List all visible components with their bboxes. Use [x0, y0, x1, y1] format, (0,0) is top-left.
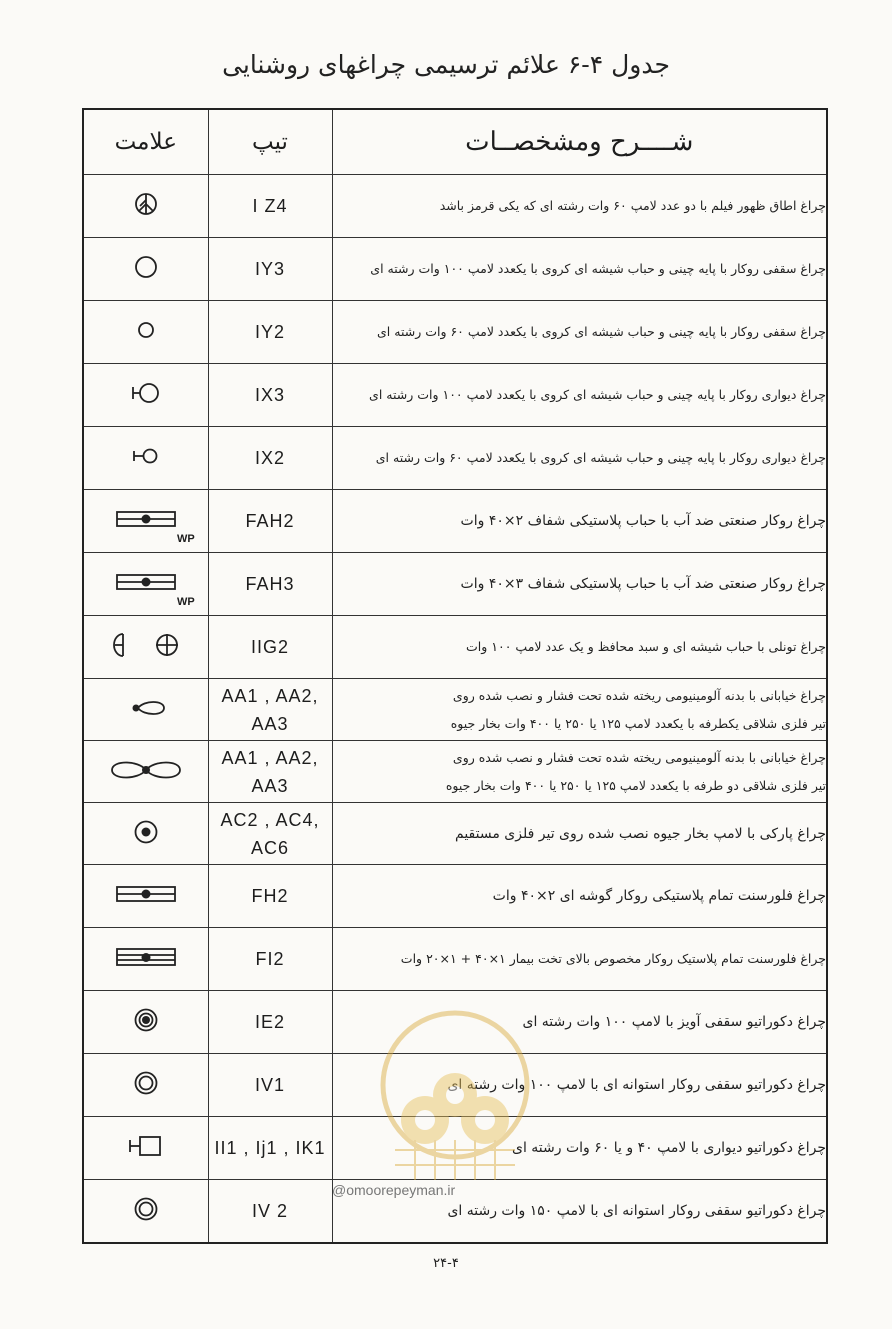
- type-code: AA1 , AA2,: [221, 685, 319, 706]
- type-code: IE2: [254, 1012, 286, 1033]
- description-text: چراغ خیابانی با بدنه آلومینیومی ریخته شده تحت فشار و نصب شده روی: [452, 749, 826, 765]
- table-row: [83, 803, 827, 865]
- description-cell: [332, 364, 827, 427]
- type-code: I Z4: [252, 196, 288, 217]
- description-text: تیر فلزی شلاقی یکطرفه با یکعدد لامپ ۱۲۵ یا ۲۵۰ یا ۴۰۰ وات بخار جیوه: [450, 715, 826, 731]
- wall-circle-small-icon: [131, 445, 161, 467]
- circle-slashed-icon: [133, 191, 159, 217]
- table-row: [83, 238, 827, 301]
- type-cell: [208, 301, 332, 364]
- symbol-cell: [83, 238, 208, 301]
- header-type: تیپ: [208, 109, 332, 175]
- type-cell: [208, 991, 332, 1054]
- type-code: IV 2: [251, 1201, 289, 1222]
- watermark-text: @omoorepeyman.ir: [332, 1182, 456, 1198]
- description-text: چراغ سقفی روکار با پایه چینی و حباب شیشه ای کروی با یکعدد لامپ ۶۰ وات رشته ای: [377, 324, 826, 340]
- description-text: چراغ دیواری روکار با پایه چینی و حباب شیشه ای کروی با یکعدد لامپ ۶۰ وات رشته ای: [375, 450, 826, 466]
- table-row: [83, 741, 827, 803]
- type-cell: [208, 803, 332, 865]
- symbol-cell: [83, 865, 208, 928]
- tunnel-icon: [111, 631, 181, 659]
- symbol-cell: [83, 490, 208, 553]
- table-row: [83, 553, 827, 616]
- description-cell: [332, 741, 827, 803]
- waterproof-label: WP: [177, 533, 195, 546]
- description-text: چراغ خیابانی با بدنه آلومینیومی ریخته شده تحت فشار و نصب شده روی: [452, 687, 826, 703]
- type-cell: [208, 1180, 332, 1243]
- type-cell: [208, 928, 332, 991]
- description-text: چراغ دکوراتیو دیواری با لامپ ۴۰ و یا ۶۰ وات رشته ای: [512, 1140, 826, 1157]
- type-code: IX3: [254, 385, 286, 406]
- description-cell: [332, 928, 827, 991]
- type-code: AA3: [251, 713, 289, 734]
- watermark-logo: [355, 1000, 555, 1190]
- description-text: چراغ تونلی با حباب شیشه ای و سبد محافظ و یک عدد لامپ ۱۰۰ وات: [466, 639, 826, 655]
- street-double-icon: [108, 757, 184, 783]
- type-code: IIG2: [250, 637, 289, 658]
- description-text: چراغ پارکی با لامپ بخار جیوه نصب شده روی تیر فلزی مستقیم: [455, 825, 826, 842]
- description-text: چراغ روکار صنعتی ضد آب با حباب پلاستیکی شفاف ۲×۴۰ وات: [460, 513, 826, 530]
- table-row: [83, 175, 827, 238]
- fluor-double-icon: [115, 946, 177, 968]
- description-text: چراغ اطاق ظهور فیلم با دو عدد لامپ ۶۰ وات رشته ای که یکی قرمز باشد: [439, 198, 826, 214]
- deco-ring-icon: [132, 1069, 160, 1097]
- description-text: چراغ دکوراتیو سقفی آویز با لامپ ۱۰۰ وات رشته ای: [522, 1014, 826, 1031]
- type-code: AC6: [250, 837, 289, 858]
- deco-ring-icon: [132, 1195, 160, 1223]
- type-code: FAH2: [245, 511, 295, 532]
- page-title: جدول ۴-۶ علائم ترسیمی چراغهای روشنایی: [222, 50, 670, 79]
- description-text: چراغ فلورسنت تمام پلاستیکی روکار گوشه ای ۲×۴۰ وات: [492, 888, 826, 905]
- type-code: AA3: [251, 775, 289, 796]
- header-symbol: علامت: [83, 109, 208, 175]
- symbol-cell: [83, 616, 208, 679]
- symbol-cell: [83, 1117, 208, 1180]
- symbol-cell: [83, 803, 208, 865]
- type-code: AA1 , AA2,: [221, 747, 319, 768]
- description-cell: [332, 490, 827, 553]
- description-cell: [332, 865, 827, 928]
- type-cell: [208, 865, 332, 928]
- type-cell: [208, 238, 332, 301]
- wall-circle-large-icon: [130, 380, 162, 406]
- symbol-cell: [83, 991, 208, 1054]
- table-header-row: [83, 109, 827, 175]
- type-cell: [208, 1054, 332, 1117]
- type-code: FAH3: [245, 574, 295, 595]
- street-single-icon: [124, 697, 168, 719]
- symbol-cell: [83, 741, 208, 803]
- table-row: [83, 364, 827, 427]
- description-cell: [332, 679, 827, 741]
- symbol-cell: [83, 679, 208, 741]
- symbol-cell: [83, 301, 208, 364]
- description-cell: [332, 175, 827, 238]
- type-cell: [208, 679, 332, 741]
- description-text: چراغ سقفی روکار با پایه چینی و حباب شیشه ای کروی با یکعدد لامپ ۱۰۰ وات رشته ای: [370, 261, 826, 277]
- table-row: [83, 679, 827, 741]
- symbol-cell: [83, 175, 208, 238]
- type-cell: [208, 175, 332, 238]
- type-code: FH2: [251, 886, 289, 907]
- description-text: چراغ دکوراتیو سقفی روکار استوانه ای با لامپ ۱۵۰ وات رشته ای: [447, 1203, 826, 1220]
- symbol-cell: [83, 553, 208, 616]
- type-cell: [208, 1117, 332, 1180]
- header-description: شــــرح ومشخصــات: [332, 109, 827, 175]
- park-icon: [132, 818, 160, 846]
- description-cell: [332, 616, 827, 679]
- table-row: [83, 301, 827, 364]
- description-cell: [332, 301, 827, 364]
- description-cell: [332, 427, 827, 490]
- description-text: چراغ روکار صنعتی ضد آب با حباب پلاستیکی شفاف ۳×۴۰ وات: [460, 576, 826, 593]
- symbol-cell: [83, 364, 208, 427]
- type-cell: [208, 616, 332, 679]
- table-row: [83, 616, 827, 679]
- type-code: IY3: [254, 259, 286, 280]
- type-code: IV1: [254, 1075, 286, 1096]
- description-text: تیر فلزی شلاقی دو طرفه با یکعدد لامپ ۱۲۵ یا ۲۵۰ یا ۴۰۰ وات بخار جیوه: [445, 777, 826, 793]
- symbol-cell: [83, 1180, 208, 1243]
- wall-square-icon: [126, 1133, 166, 1159]
- description-text: چراغ دکوراتیو سقفی روکار استوانه ای با لامپ ۱۰۰ وات رشته ای: [447, 1077, 826, 1094]
- type-cell: [208, 490, 332, 553]
- type-cell: [208, 553, 332, 616]
- description-cell: [332, 803, 827, 865]
- type-code: IX2: [254, 448, 286, 469]
- fluor-wp-icon: [115, 509, 195, 546]
- type-code: IY2: [254, 322, 286, 343]
- type-code: AC2 , AC4,: [220, 809, 320, 830]
- table-row: [83, 490, 827, 553]
- symbol-cell: [83, 1054, 208, 1117]
- table-row: [83, 427, 827, 490]
- circle-small-icon: [135, 319, 157, 341]
- symbol-cell: [83, 928, 208, 991]
- symbol-cell: [83, 427, 208, 490]
- type-code: FI2: [255, 949, 285, 970]
- table-row: [83, 865, 827, 928]
- type-cell: [208, 741, 332, 803]
- description-cell: [332, 553, 827, 616]
- type-cell: [208, 427, 332, 490]
- fluor-icon: [115, 884, 177, 904]
- deco-filled-icon: [132, 1006, 160, 1034]
- type-cell: [208, 364, 332, 427]
- type-code: II1 , Ij1 , IK1: [214, 1138, 326, 1159]
- description-text: چراغ دیواری روکار با پایه چینی و حباب شیشه ای کروی با یکعدد لامپ ۱۰۰ وات رشته ای: [369, 387, 826, 403]
- description-text: چراغ فلورسنت تمام پلاستیک روکار مخصوص بالای تخت بیمار ۱×۴۰ + ۱×۲۰ وات: [400, 951, 826, 967]
- table-row: [83, 928, 827, 991]
- circle-large-icon: [133, 254, 159, 280]
- page-number: ۲۴-۴: [433, 1256, 459, 1271]
- waterproof-label: WP: [177, 596, 195, 609]
- fluor-wp-icon: [115, 572, 195, 609]
- description-cell: [332, 238, 827, 301]
